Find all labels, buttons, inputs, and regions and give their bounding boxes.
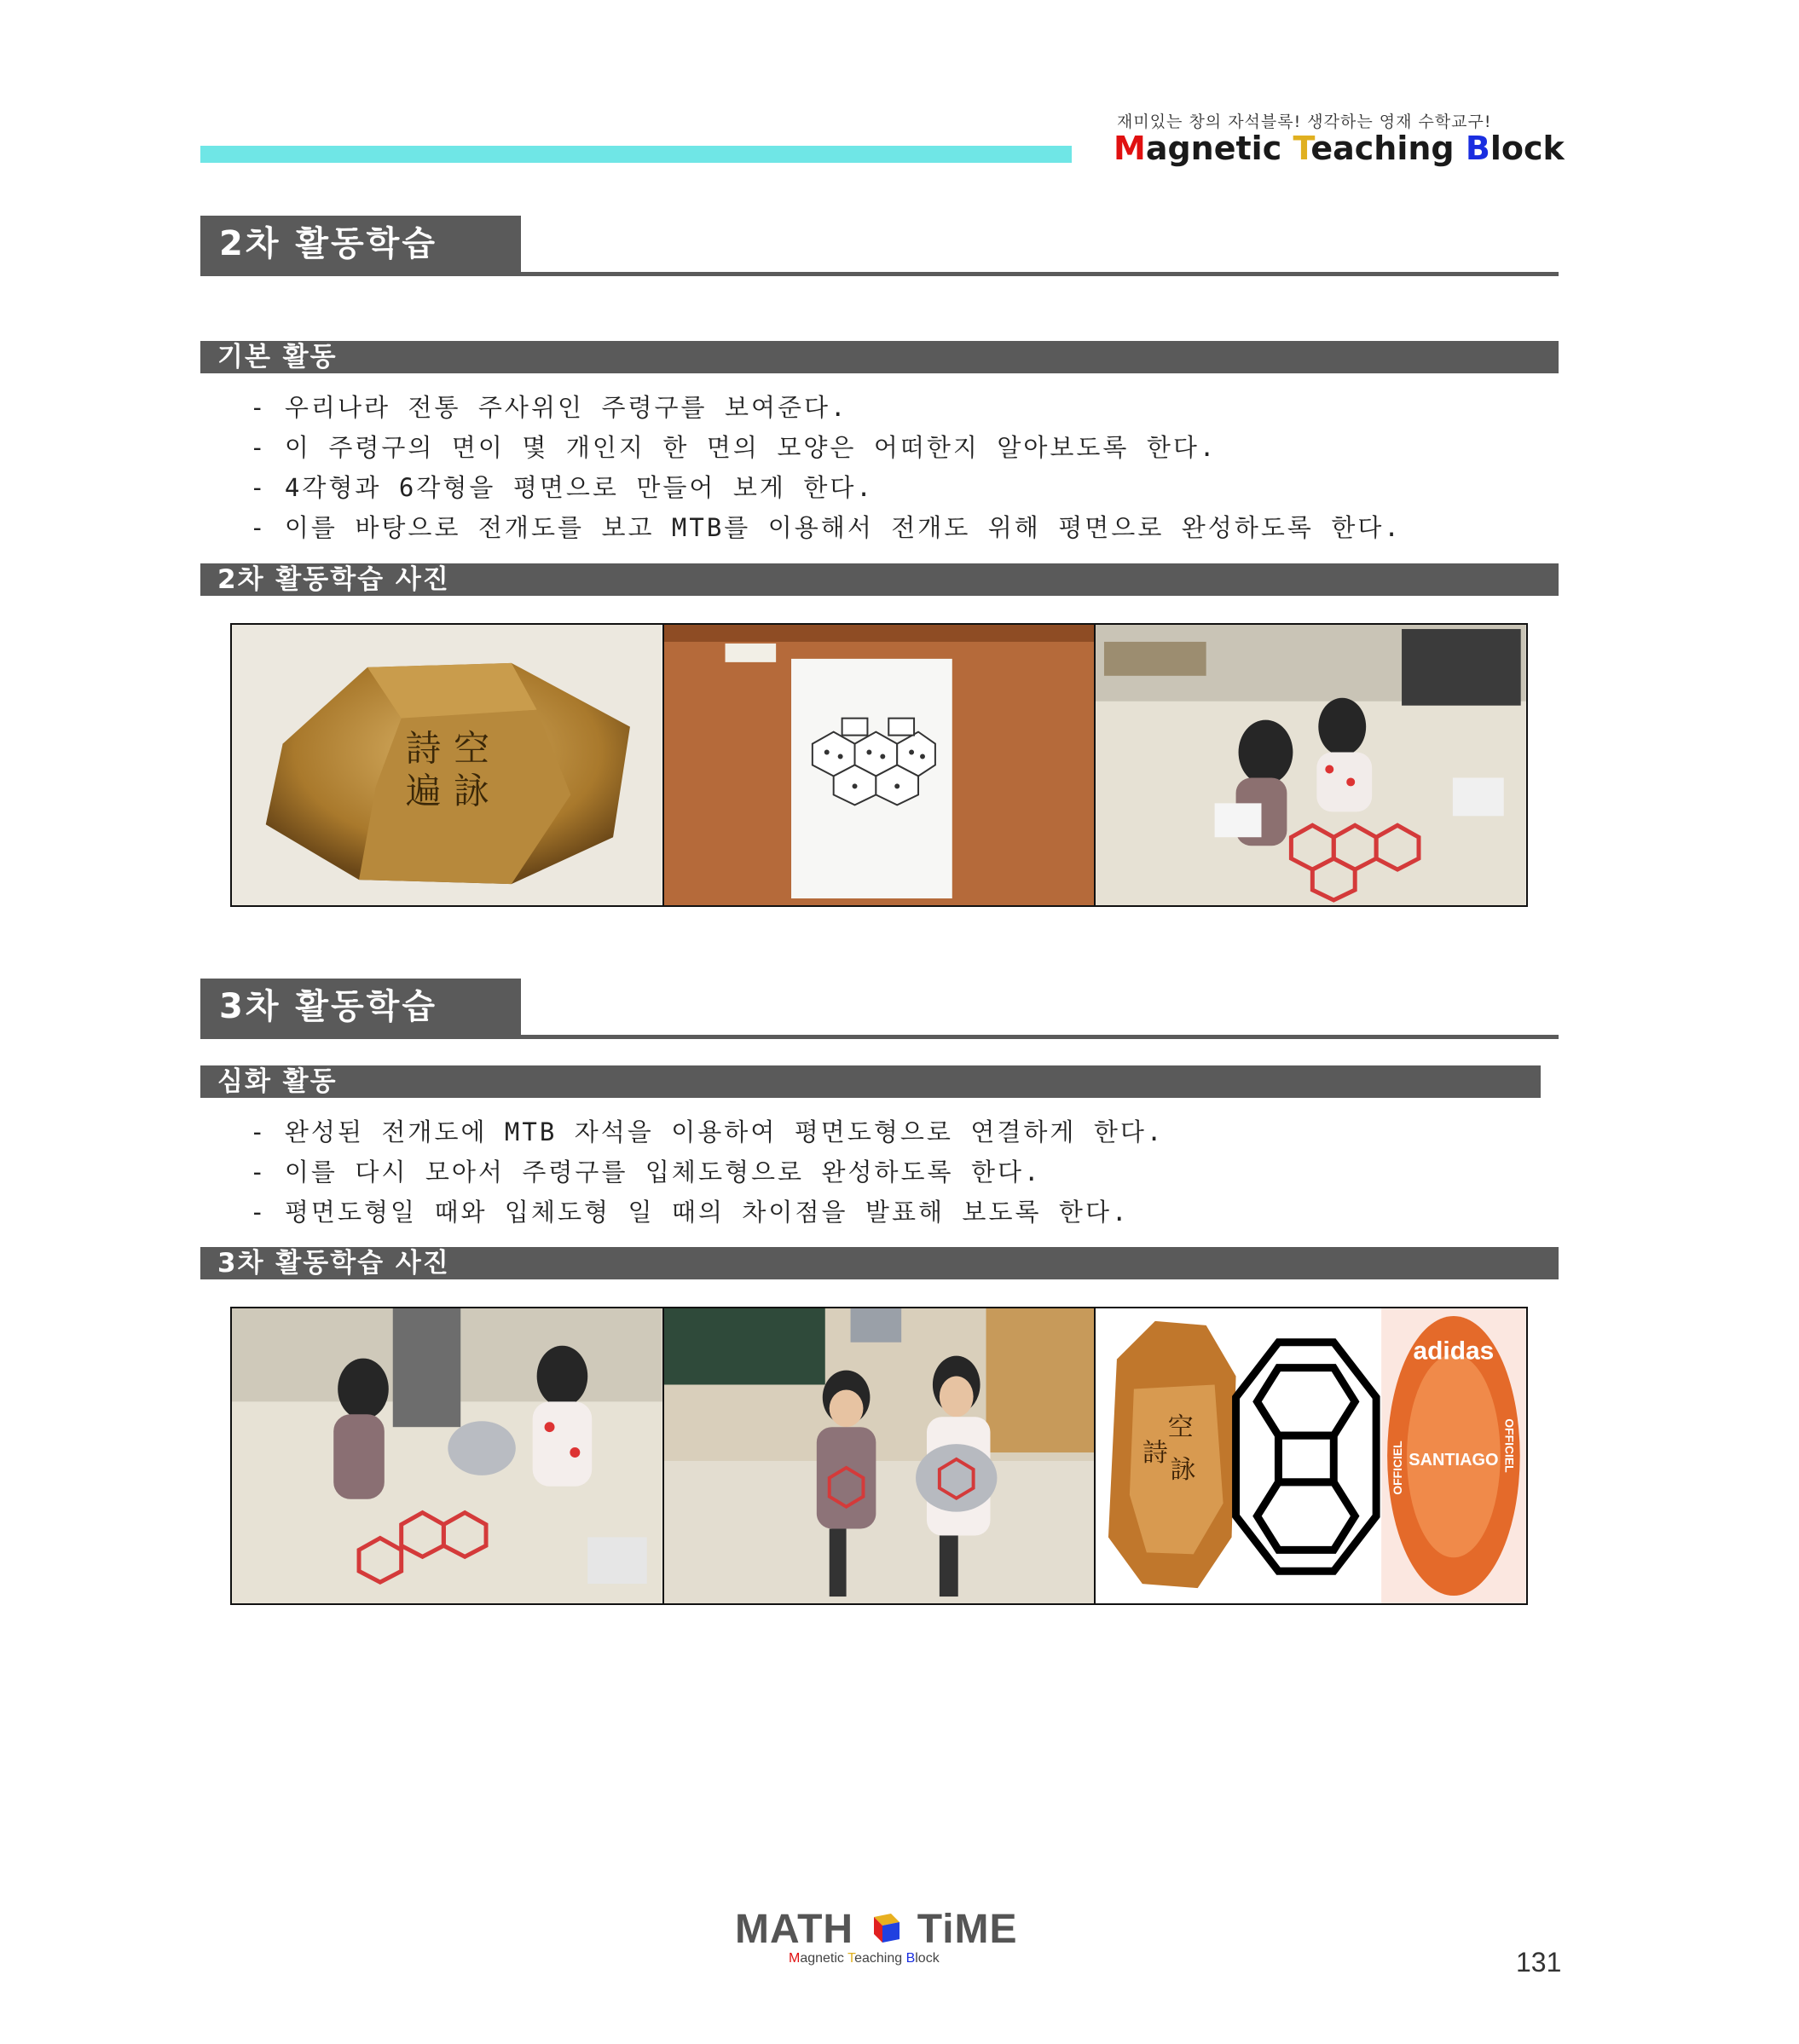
list-item: - 이 주령구의 면이 몇 개인지 한 면의 모양은 어떠한지 알아보도록 한다. — [250, 433, 1218, 462]
list-item: - 완성된 전개도에 MTB 자석을 이용하여 평면도형으로 연결하게 한다. — [250, 1117, 1165, 1146]
dice-glyph: 空 — [1168, 1412, 1195, 1443]
photo-net-paper — [664, 625, 1096, 905]
section-2-underline — [200, 272, 1559, 276]
photo-children-showing-models — [664, 1308, 1096, 1603]
dice-glyph: 詠 — [1171, 1454, 1197, 1485]
footer-subtitle: Magnetic Teaching Block — [789, 1951, 940, 1966]
list-item: - 평면도형일 때와 입체도형 일 때의 차이점을 발표해 보도록 한다. — [250, 1198, 1130, 1227]
page-number: 131 — [1516, 1947, 1562, 1978]
section-2-photos-title: 2차 활동학습 사진 — [200, 563, 1559, 596]
ball-right-label: OFFICIEL — [1503, 1418, 1518, 1473]
photo-juryeonggu-dice — [232, 625, 664, 905]
photo-dice-polyhedron-ball — [1096, 1308, 1526, 1603]
section-2-bullets — [250, 388, 1402, 548]
ball-center-label: SANTIAGO — [1409, 1450, 1499, 1469]
header-tagline: 재미있는 창의 자석블록! 생각하는 영재 수학교구! — [1117, 113, 1492, 131]
dice-glyph: 詠 — [454, 770, 489, 812]
section-3-title: 3차 활동학습 — [200, 979, 521, 1035]
list-item: - 이를 다시 모아서 주령구를 입체도형으로 완성하도록 한다. — [250, 1158, 1042, 1187]
list-item: - 우리나라 전통 주사위인 주령구를 보여준다. — [250, 393, 848, 422]
photo-children-folding — [232, 1308, 664, 1603]
section-3-subtitle: 심화 활동 — [200, 1065, 1541, 1098]
footer-logo-right: TiME — [917, 1907, 1018, 1952]
section-3-underline — [200, 1035, 1559, 1039]
brand-title: Magnetic Teaching Block — [1114, 130, 1565, 167]
list-item: - 이를 바탕으로 전개도를 보고 MTB를 이용해서 전개도 위해 평면으로 완성하도록 한다. — [250, 513, 1402, 542]
photo-children-building-net — [1096, 625, 1526, 905]
header-accent-bar — [200, 146, 1072, 163]
cube-icon — [865, 1910, 905, 1946]
section-2-subtitle: 기본 활동 — [200, 341, 1559, 373]
section-2-title: 2차 활동학습 — [200, 216, 521, 272]
section-3-photos-title: 3차 활동학습 사진 — [200, 1247, 1559, 1279]
ball-left-label: OFFICIEL — [1391, 1441, 1405, 1495]
section-3-bullets — [250, 1112, 1164, 1233]
dice-glyph: 遍 — [405, 770, 442, 812]
dice-glyph: 詩 — [405, 727, 442, 770]
footer-logo — [735, 1906, 1018, 1953]
section-2-photo-row — [230, 623, 1528, 907]
list-item: - 4각형과 6각형을 평면으로 만들어 보게 한다. — [250, 473, 874, 502]
ball-brand-label: adidas — [1413, 1337, 1495, 1366]
footer-logo-left: MATH — [735, 1907, 854, 1952]
dice-glyph: 空 — [454, 727, 489, 770]
section-3-photo-row — [230, 1307, 1528, 1605]
dice-glyph: 詩 — [1142, 1438, 1169, 1468]
